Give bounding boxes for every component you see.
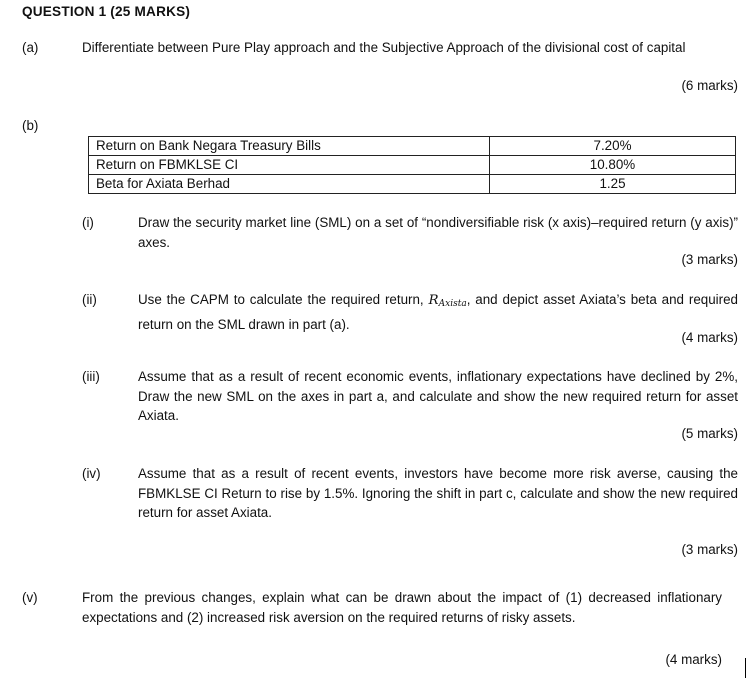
part-a-label: (a) xyxy=(22,40,39,55)
sub-v-text: From the previous changes, explain what can be drawn about the impact of (1) decreased inflationary expectations and (2) increased risk aversion on the required returns of risky assets. xyxy=(82,590,722,625)
table-row xyxy=(89,175,736,194)
sub-iv-label: (iv) xyxy=(82,466,101,481)
table-cell-value: 7.20% xyxy=(490,137,736,156)
sub-ii-marks: (4 marks) xyxy=(681,330,738,345)
table-cell-value: 1.25 xyxy=(490,175,736,194)
table-row xyxy=(89,137,736,156)
table-cell-item: Return on Bank Negara Treasury Bills xyxy=(89,137,490,156)
sub-iv-text: Assume that as a result of recent events, investors have become more risk averse, causing the FBMKLSE CI Return to rise by 1.5%. Ignoring the shift in part c, calculate and show the new required return for asset Axiata. xyxy=(138,466,738,520)
sub-ii-text-before: Use the CAPM to calculate the required return, xyxy=(138,292,429,307)
table-cell-value: 10.80% xyxy=(490,156,736,175)
sub-i-label: (i) xyxy=(82,215,94,230)
part-b-label: (b) xyxy=(22,118,39,133)
sub-v-marks: (4 marks) xyxy=(665,652,722,667)
part-a-marks: (6 marks) xyxy=(681,78,738,93)
table-cell-item: Return on FBMKLSE CI xyxy=(89,156,490,175)
part-a-text: Differentiate between Pure Play approach and the Subjective Approach of the divisional cost of capital xyxy=(82,40,686,55)
table-row xyxy=(89,156,736,175)
sub-iii-text: Assume that as a result of recent economic events, inflationary expectations have declined by 2%, Draw the new SML on the axes in part a, and calculate and show the new required return for asset Axiata. xyxy=(138,369,738,423)
text-cursor xyxy=(745,658,746,678)
sub-ii-text-after: , and depict asset Axiata’s beta and required return on the SML drawn in part (a). xyxy=(138,292,739,332)
table-cell-item: Beta for Axiata Berhad xyxy=(89,175,490,194)
sub-iii-label: (iii) xyxy=(82,369,100,384)
question-title: QUESTION 1 (25 MARKS) xyxy=(22,4,191,19)
sub-ii-text xyxy=(138,290,738,334)
math-symbol: R xyxy=(428,293,439,308)
sub-i-marks: (3 marks) xyxy=(681,252,738,267)
sub-iv-marks: (3 marks) xyxy=(681,542,738,557)
data-table xyxy=(88,136,736,194)
sub-v-label: (v) xyxy=(22,590,38,605)
sub-iii-marks: (5 marks) xyxy=(681,426,738,441)
sub-ii-label: (ii) xyxy=(82,292,97,307)
sub-i-text: Draw the security market line (SML) on a set of “nondiversifiable risk (x axis)–required return (y axis)” axes. xyxy=(138,215,738,250)
math-subscript: Axista xyxy=(438,299,467,309)
